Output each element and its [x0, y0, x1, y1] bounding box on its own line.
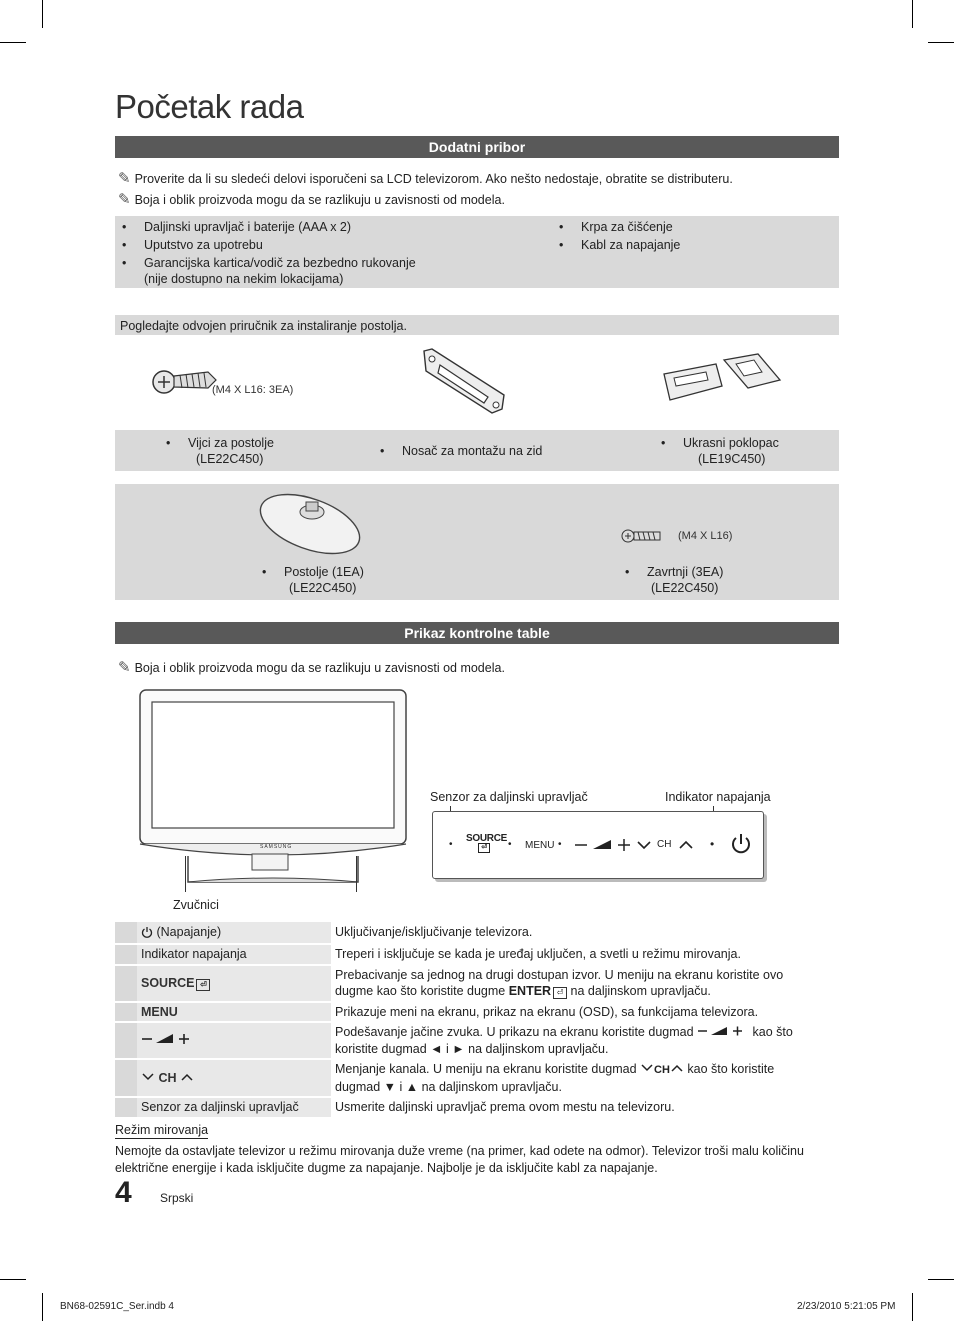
volume-icon — [141, 1032, 193, 1046]
control-description: Prikazuje meni na ekranu, prikaz na ekranu (OSD), sa funkcijama televizora. — [331, 1002, 839, 1023]
stand-screw-illustration — [150, 360, 220, 400]
wall-mount-bracket-illustration — [418, 345, 510, 417]
note-pencil-icon: ✎ — [118, 659, 131, 676]
part-sub-label: (LE22C450) — [651, 581, 719, 595]
crop-mark — [0, 42, 26, 43]
page-number: 4 — [115, 1176, 132, 1209]
part-sub-label: (LE22C450) — [196, 452, 264, 466]
power-icon[interactable] — [729, 832, 753, 856]
chevron-down-icon[interactable] — [635, 838, 653, 852]
crop-mark — [912, 0, 913, 28]
note: ✎ Proverite da li su sledeći delovi isporučeni sa LCD televizorom. Ako nešto nedostaje, obratite se distributeru. — [118, 170, 733, 187]
table-row — [115, 944, 839, 965]
list-item-continuation: (nije dostupno na nekim lokacijama) — [144, 272, 344, 286]
control-description: Menjanje kanala. U meniju na ekranu koristite dugmad CH kao što koristite dugmad ▼ i ▲ na daljinskom upravljaču. — [331, 1059, 839, 1097]
crop-mark — [0, 1279, 26, 1280]
panel-source-button[interactable]: SOURCE ⏎ — [466, 833, 507, 851]
table-row — [115, 1022, 839, 1059]
list-item: • Garancijska kartica/vodič za bezbedno rukovanje — [122, 256, 416, 270]
note-pencil-icon: ✎ — [118, 170, 131, 187]
list-item: • Kabl za napajanje — [559, 238, 681, 252]
leader-line — [185, 856, 186, 892]
table-row — [115, 1097, 839, 1118]
part-sub-label: (LE22C450) — [289, 581, 357, 595]
control-name: Senzor za daljinski upravljač — [137, 1097, 331, 1118]
control-name: (Napajanje) — [137, 922, 331, 944]
volume-icon — [697, 1025, 749, 1037]
part-sub-label: (LE19C450) — [698, 452, 766, 466]
footer-file: BN68-02591C_Ser.indb 4 — [60, 1301, 174, 1312]
control-function-table — [115, 922, 839, 1119]
screw-spec: (M4 X L16) — [678, 530, 733, 542]
part-label: • Postolje (1EA) — [262, 565, 364, 579]
control-name: CH — [137, 1059, 331, 1097]
screw-small-illustration — [620, 527, 664, 545]
crop-mark — [928, 42, 954, 43]
chevron-up-icon — [670, 1063, 684, 1073]
table-row — [115, 1059, 839, 1097]
callout-remote-sensor: Senzor za daljinski upravljač — [430, 790, 588, 804]
decorative-cover-illustration — [658, 350, 783, 410]
list-item: • Daljinski upravljač i baterije (AAA x 2) — [122, 220, 352, 234]
tv-brand-logo: SAMSUNG — [260, 844, 293, 850]
part-label: • Zavrtnji (3EA) — [625, 565, 724, 579]
screw-spec: (M4 X L16: 3EA) — [212, 384, 294, 396]
standby-title: Režim mirovanja — [115, 1123, 209, 1137]
control-name: Indikator napajanja — [137, 944, 331, 965]
control-name — [137, 1022, 331, 1059]
separator-dot: • — [508, 839, 512, 850]
panel-menu-button[interactable]: MENU — [525, 840, 555, 851]
note: ✎ Boja i oblik proizvoda mogu da se razlikuju u zavisnosti od modela. — [118, 659, 505, 676]
panel-ch-label: CH — [657, 839, 672, 850]
list-item: • Uputstvo za upotrebu — [122, 238, 263, 252]
stand-note: Pogledajte odvojen priručnik za instaliranje postolja. — [120, 319, 407, 333]
control-description: Uključivanje/isključivanje televizora. — [331, 922, 839, 944]
parts-row-2-box — [115, 484, 839, 600]
source-enter-icon: ⏎ — [478, 843, 490, 853]
footer-date: 2/23/2010 5:21:05 PM — [797, 1301, 896, 1312]
page-language: Srpski — [160, 1191, 194, 1205]
chevron-down-icon — [141, 1072, 155, 1082]
stand-base-illustration — [252, 490, 368, 558]
separator-dot: • — [558, 839, 562, 850]
crop-mark — [42, 1293, 43, 1321]
control-description: Podešavanje jačine zvuka. U prikazu na ekranu koristite dugmad kao što koristite dugmad ◄ i ► na daljinskom upravljaču. — [331, 1022, 839, 1059]
standby-text: Nemojte da ostavljate televizor u režimu mirovanja duže vreme (na primer, kad odete na odmor). Televizor troši malu količinu — [115, 1144, 804, 1158]
leader-line — [356, 856, 357, 892]
power-icon — [141, 926, 153, 938]
control-description: Treperi i isključuje se kada je uređaj uključen, a svetli u režimu mirovanja. — [331, 944, 839, 965]
page-title: Početak rada — [115, 88, 304, 125]
enter-icon: ⏎ — [196, 979, 210, 991]
enter-icon: ⏎ — [553, 987, 567, 999]
table-row — [115, 1002, 839, 1023]
crop-mark — [928, 1279, 954, 1280]
tv-illustration — [138, 688, 410, 888]
note: ✎ Boja i oblik proizvoda mogu da se razlikuju u zavisnosti od modela. — [118, 191, 505, 208]
panel-volume-buttons[interactable] — [573, 836, 633, 854]
sensor-dot: • — [449, 839, 453, 850]
control-name: MENU — [137, 1002, 331, 1023]
chevron-up-icon[interactable] — [677, 838, 695, 852]
standby-text: električne energije i kada isključite dugme za napajanje. Najbolje je da isključite kabl za napajanje. — [115, 1161, 658, 1175]
power-indicator-dot: • — [710, 837, 715, 851]
chevron-up-icon — [180, 1072, 194, 1082]
control-description: Prebacivanje sa jednog na drugi dostupan izvor. U meniju na ekranu koristite ovo dugme kao što koristite dugme ENTER ⏎ na daljinskom upravljaču. — [331, 965, 839, 1002]
section-header-accessories: Dodatni pribor — [115, 136, 839, 158]
control-name: SOURCE ⏎ — [137, 965, 331, 1002]
table-row — [115, 965, 839, 1002]
part-label: • Vijci za postolje — [166, 436, 274, 450]
chevron-down-icon — [640, 1063, 654, 1073]
callout-power-indicator: Indikator napajanja — [665, 790, 771, 804]
crop-mark — [42, 0, 43, 28]
section-header-control-panel: Prikaz kontrolne table — [115, 622, 839, 644]
crop-mark — [912, 1293, 913, 1321]
note-pencil-icon: ✎ — [118, 191, 131, 208]
part-label: • Nosač za montažu na zid — [380, 444, 543, 458]
part-label: • Ukrasni poklopac — [661, 436, 779, 450]
control-description: Usmerite daljinski upravljač prema ovom mestu na televizoru. — [331, 1097, 839, 1118]
callout-speakers: Zvučnici — [173, 898, 219, 912]
list-item: • Krpa za čišćenje — [559, 220, 673, 234]
table-row — [115, 922, 839, 944]
